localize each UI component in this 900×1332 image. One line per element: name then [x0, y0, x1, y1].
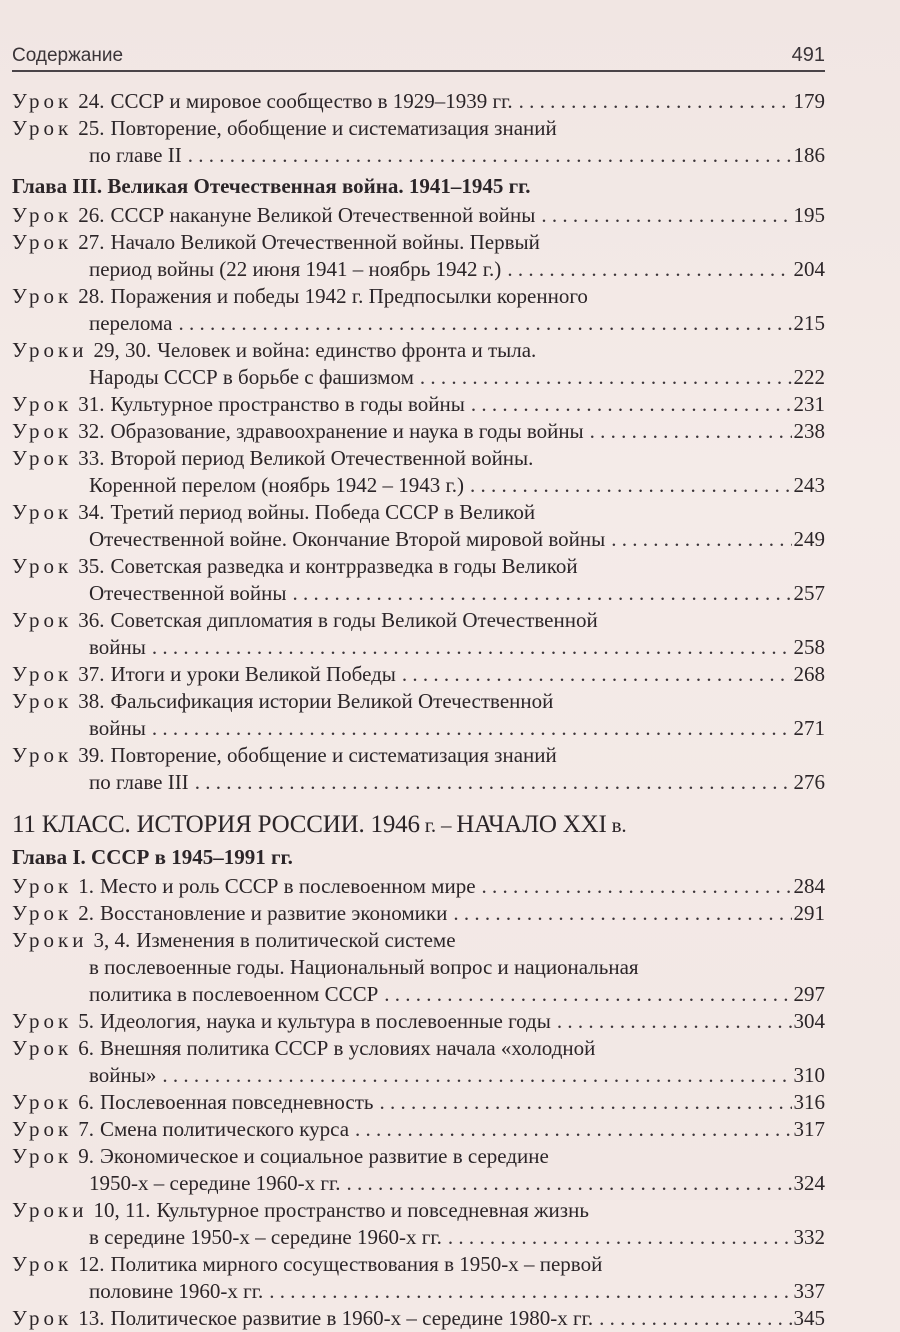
lesson-label: Уроки — [12, 928, 88, 952]
toc-entry[interactable] — [12, 900, 825, 927]
dot-leader — [195, 769, 792, 796]
lesson-title: Политика мирного сосуществования в 1950-х – первой — [110, 1252, 603, 1276]
lesson-title: Идеология, наука и культура в послевоенные годы — [99, 1009, 551, 1033]
page-reference: 179 — [793, 89, 825, 113]
page-reference: 317 — [793, 1117, 825, 1141]
lesson-title: период войны (22 июня 1941 – ноябрь 1942 г.) — [89, 257, 502, 281]
dot-leader — [152, 715, 792, 742]
dot-leader — [471, 391, 792, 418]
page-reference: 276 — [793, 770, 825, 794]
lesson-title: Человек и война: единство фронта и тыла. — [157, 338, 537, 362]
lesson-label: Урок — [12, 689, 73, 713]
page-reference: 268 — [793, 662, 825, 686]
lesson-number: 26. — [78, 203, 105, 227]
toc-entry[interactable] — [12, 1251, 825, 1305]
lesson-title: Третий период войны. Победа СССР в Великой — [110, 500, 536, 524]
page-reference: 345 — [793, 1306, 825, 1330]
toc-entry[interactable] — [12, 1305, 825, 1332]
dot-leader — [355, 1116, 791, 1143]
toc-entry[interactable] — [12, 229, 825, 283]
toc-entry[interactable] — [12, 1143, 825, 1197]
lesson-label: Урок — [12, 284, 73, 308]
lesson-number: 37. — [78, 662, 105, 686]
lesson-title: по главе III — [89, 770, 189, 794]
lesson-number: 5. — [78, 1009, 94, 1033]
page-reference: 337 — [793, 1279, 825, 1303]
lesson-label: Урок — [12, 392, 73, 416]
lesson-label: Урок — [12, 1117, 73, 1141]
dot-leader — [541, 202, 791, 229]
page-reference: 243 — [793, 473, 825, 497]
lesson-title: Внешняя политика СССР в условиях начала «холодной — [99, 1036, 596, 1060]
lesson-title: половине 1960-х гг. — [89, 1279, 264, 1303]
lesson-title: перелома — [89, 311, 173, 335]
page-reference: 304 — [793, 1009, 825, 1033]
toc-entry[interactable] — [12, 337, 825, 391]
dot-leader — [507, 256, 791, 283]
dot-leader — [162, 1062, 791, 1089]
lesson-label: Уроки — [12, 1198, 88, 1222]
lesson-title: в середине 1950-х – середине 1960-х гг. — [89, 1225, 442, 1249]
dot-leader — [269, 1278, 791, 1305]
lesson-number: 31. — [78, 392, 105, 416]
dot-leader — [152, 634, 792, 661]
lesson-number: 33. — [78, 446, 105, 470]
lesson-number: 1. — [78, 874, 94, 898]
lesson-number: 2. — [78, 901, 94, 925]
toc-entry[interactable] — [12, 418, 825, 445]
page-reference: 297 — [793, 982, 825, 1006]
page-reference: 186 — [793, 143, 825, 167]
toc-entry[interactable] — [12, 1197, 825, 1251]
part-heading-grade11: 11 КЛАСС. ИСТОРИЯ РОССИИ. 1946 г. – НАЧАЛО XXI в. — [12, 811, 627, 838]
lesson-title: Коренной перелом (ноябрь 1942 – 1943 г.) — [89, 473, 464, 497]
dot-leader — [178, 310, 791, 337]
toc-entry[interactable] — [12, 391, 825, 418]
lesson-title: Экономическое и социальное развитие в середине — [99, 1144, 549, 1168]
lesson-number: 7. — [78, 1117, 94, 1141]
lesson-title: войны — [89, 716, 146, 740]
lesson-label: Урок — [12, 1036, 73, 1060]
chapter-heading-1: Глава I. СССР в 1945–1991 гг. — [12, 845, 293, 869]
page-reference: 195 — [793, 203, 825, 227]
page-number: 491 — [791, 44, 825, 66]
lesson-title: Фальсификация истории Великой Отечественной — [110, 689, 554, 713]
lesson-title: 1950-х – середине 1960-х гг. — [89, 1171, 341, 1195]
toc-entry[interactable] — [12, 873, 825, 900]
toc-entry[interactable] — [12, 445, 825, 499]
lesson-title: СССР накануне Великой Отечественной войны — [110, 203, 536, 227]
dot-leader — [448, 1224, 792, 1251]
lesson-title: Послевоенная повседневность — [99, 1090, 374, 1114]
lesson-label: Урок — [12, 230, 73, 254]
dot-leader — [599, 1305, 791, 1332]
dot-leader — [402, 661, 792, 688]
lesson-number: 3, 4. — [93, 928, 131, 952]
lesson-title: Отечественной войны — [89, 581, 287, 605]
table-of-contents — [12, 88, 825, 1332]
lesson-number: 24. — [78, 89, 105, 113]
toc-entry[interactable] — [12, 499, 825, 553]
page-reference: 316 — [793, 1090, 825, 1114]
page-reference: 284 — [793, 874, 825, 898]
lesson-number: 13. — [78, 1306, 105, 1330]
lesson-title: Изменения в политической системе — [136, 928, 456, 952]
toc-entry[interactable] — [12, 115, 825, 169]
lesson-title: Смена политического курса — [99, 1117, 350, 1141]
lesson-label: Урок — [12, 1009, 73, 1033]
toc-block-chapter1 — [12, 873, 825, 1332]
page-reference: 310 — [793, 1063, 825, 1087]
lesson-title: Образование, здравоохранение и наука в годы войны — [110, 419, 584, 443]
page-reference: 257 — [793, 581, 825, 605]
lesson-number: 9. — [78, 1144, 94, 1168]
lesson-number: 6. — [78, 1036, 94, 1060]
lesson-title: Восстановление и развитие экономики — [99, 901, 448, 925]
toc-block-chapter2-end — [12, 88, 825, 169]
dot-leader — [470, 472, 792, 499]
dot-leader — [590, 418, 792, 445]
lesson-number: 32. — [78, 419, 105, 443]
lesson-label: Урок — [12, 608, 73, 632]
lesson-label: Урок — [12, 1090, 73, 1114]
page-reference: 238 — [793, 419, 825, 443]
section-title: Содержание — [12, 45, 124, 66]
lesson-title: СССР и мировое сообщество в 1929–1939 гг. — [110, 89, 513, 113]
toc-entry[interactable] — [12, 688, 825, 742]
page-reference: 324 — [793, 1171, 825, 1195]
page-reference: 204 — [793, 257, 825, 281]
lesson-label: Урок — [12, 116, 73, 140]
lesson-label: Урок — [12, 874, 73, 898]
toc-entry[interactable] — [12, 927, 825, 1008]
page-reference: 222 — [793, 365, 825, 389]
lesson-label: Урок — [12, 901, 73, 925]
lesson-title: войны — [89, 635, 146, 659]
dot-leader — [292, 580, 791, 607]
lesson-label: Урок — [12, 203, 73, 227]
page-reference: 215 — [793, 311, 825, 335]
lesson-number: 35. — [78, 554, 105, 578]
page-reference: 291 — [793, 901, 825, 925]
toc-entry[interactable] — [12, 283, 825, 337]
dot-leader — [384, 981, 791, 1008]
lesson-number: 36. — [78, 608, 105, 632]
lesson-label: Урок — [12, 554, 73, 578]
toc-entry[interactable] — [12, 202, 825, 229]
dot-leader — [380, 1089, 792, 1116]
page-reference: 332 — [793, 1225, 825, 1249]
toc-entry[interactable] — [12, 742, 825, 796]
page-reference: 249 — [793, 527, 825, 551]
lesson-label: Урок — [12, 1144, 73, 1168]
toc-entry[interactable] — [12, 1116, 825, 1143]
toc-entry[interactable] — [12, 607, 825, 661]
lesson-number: 39. — [78, 743, 105, 767]
dot-leader — [188, 142, 792, 169]
lesson-title: в послевоенные годы. Национальный вопрос и национальная — [89, 955, 639, 979]
lesson-label: Урок — [12, 500, 73, 524]
lesson-title: Второй период Великой Отечественной войны. — [110, 446, 534, 470]
lesson-number: 34. — [78, 500, 105, 524]
lesson-label: Урок — [12, 419, 73, 443]
lesson-number: 38. — [78, 689, 105, 713]
dot-leader — [611, 526, 791, 553]
lesson-title: Народы СССР в борьбе с фашизмом — [89, 365, 414, 389]
lesson-title: политика в послевоенном СССР — [89, 982, 379, 1006]
lesson-label: Урок — [12, 446, 73, 470]
lesson-title: Советская дипломатия в годы Великой Отечественной — [110, 608, 598, 632]
lesson-title: Повторение, обобщение и систематизация знаний — [110, 116, 557, 140]
lesson-label: Урок — [12, 1252, 73, 1276]
lesson-number: 25. — [78, 116, 105, 140]
chapter-heading-3: Глава III. Великая Отечественная война. 1941–1945 гг. — [12, 174, 531, 198]
dot-leader — [519, 88, 792, 115]
toc-entry[interactable] — [12, 1008, 825, 1035]
page-reference: 271 — [793, 716, 825, 740]
lesson-title: Место и роль СССР в послевоенном мире — [99, 874, 476, 898]
lesson-title: Итоги и уроки Великой Победы — [110, 662, 396, 686]
lesson-title: Культурное пространство в годы войны — [110, 392, 465, 416]
lesson-label: Урок — [12, 662, 73, 686]
lesson-label: Уроки — [12, 338, 88, 362]
lesson-title: Политическое развитие в 1960-х – середине 1980-х гг. — [110, 1306, 594, 1330]
lesson-label: Урок — [12, 743, 73, 767]
lesson-title: Культурное пространство и повседневная жизнь — [156, 1198, 589, 1222]
lesson-number: 27. — [78, 230, 105, 254]
dot-leader — [482, 873, 792, 900]
lesson-number: 12. — [78, 1252, 105, 1276]
toc-entry[interactable] — [12, 661, 825, 688]
lesson-number: 28. — [78, 284, 105, 308]
lesson-number: 10, 11. — [93, 1198, 151, 1222]
toc-block-chapter3 — [12, 202, 825, 796]
lesson-title: Советская разведка и контрразведка в годы Великой — [110, 554, 578, 578]
lesson-number: 6. — [78, 1090, 94, 1114]
page-reference: 258 — [793, 635, 825, 659]
toc-entry[interactable] — [12, 1089, 825, 1116]
toc-entry[interactable] — [12, 553, 825, 607]
toc-entry[interactable] — [12, 88, 825, 115]
lesson-title: Поражения и победы 1942 г. Предпосылки коренного — [110, 284, 588, 308]
lesson-title: по главе II — [89, 143, 182, 167]
page-reference: 231 — [793, 392, 825, 416]
lesson-label: Урок — [12, 1306, 73, 1330]
lesson-label: Урок — [12, 89, 73, 113]
dot-leader — [453, 900, 791, 927]
lesson-title: Повторение, обобщение и систематизация знаний — [110, 743, 557, 767]
lesson-title: Отечественной войне. Окончание Второй мировой войны — [89, 527, 606, 551]
toc-entry[interactable] — [12, 1035, 825, 1089]
dot-leader — [347, 1170, 792, 1197]
running-header — [12, 44, 825, 72]
dot-leader — [420, 364, 792, 391]
lesson-title: войны» — [89, 1063, 157, 1087]
lesson-number: 29, 30. — [93, 338, 152, 362]
lesson-title: Начало Великой Отечественной войны. Первый — [110, 230, 540, 254]
dot-leader — [557, 1008, 792, 1035]
